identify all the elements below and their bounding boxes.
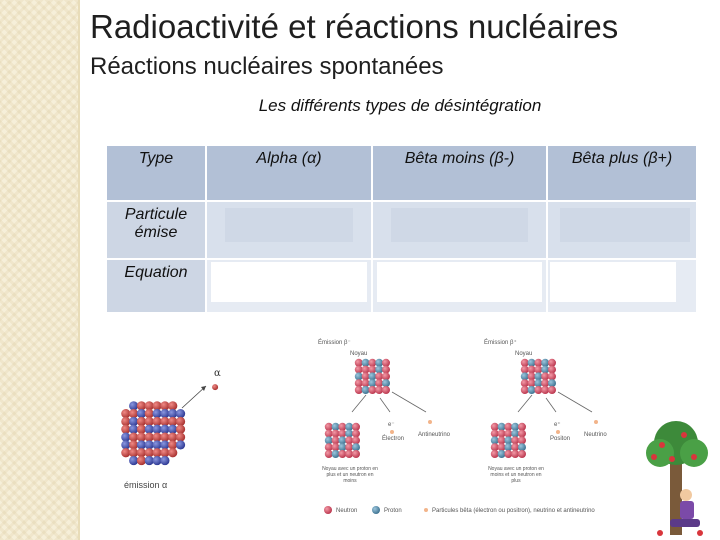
tree-reader-icon (640, 415, 720, 540)
cell-beta-plus-equation[interactable] (548, 260, 698, 314)
nucleus-label-minus: Noyau (350, 351, 368, 357)
alpha-emission-figure (110, 360, 240, 500)
cell-alpha-particle[interactable] (207, 202, 373, 260)
beta-minus-title: Émission β⁻ (318, 340, 351, 346)
legend-neutron-swatch (324, 506, 332, 514)
alpha-symbol: α (214, 368, 221, 379)
row-label-equation: Equation (107, 260, 207, 314)
nucleus-label-plus: Noyau (515, 351, 533, 357)
slide-title: Radioactivité et réactions nucléaires (90, 8, 619, 45)
cell-beta-minus-particle[interactable] (373, 202, 548, 260)
table-header-row (107, 146, 698, 202)
header-alpha: Alpha (α) (207, 146, 373, 202)
beta-plus-title: Émission β⁺ (484, 340, 517, 346)
legend-beta-swatch (424, 508, 428, 512)
legend-proton-swatch (372, 506, 380, 514)
alpha-particle-icon (212, 384, 218, 390)
cell-alpha-equation[interactable] (207, 260, 373, 314)
positron-label: Positon (550, 436, 571, 442)
sidebar-edge (78, 0, 80, 540)
cell-beta-minus-equation[interactable] (373, 260, 548, 314)
nucleus-minus-bottom-icon (325, 423, 360, 458)
slide-subtitle: Réactions nucléaires spontanées (90, 53, 444, 80)
alpha-caption: émission α (124, 480, 168, 490)
header-beta-minus: Bêta moins (β-) (373, 146, 548, 202)
cell-beta-plus-particle[interactable] (548, 202, 698, 260)
nucleus-minus-top-icon (355, 359, 390, 394)
decay-types-table (107, 146, 698, 314)
legend-proton: Proton (384, 508, 402, 514)
legend-beta: Particules bêta (électron ou positron), neutrino et antineutrino (432, 508, 595, 514)
row-label-particle: Particule émise (107, 202, 207, 260)
legend-neutron: Neutron (336, 508, 358, 514)
electron-label: Électron (382, 436, 405, 442)
header-type: Type (107, 146, 207, 202)
positron-symbol: e⁺ (554, 422, 561, 428)
sidebar-decoration (0, 0, 78, 540)
header-beta-plus: Bêta plus (β+) (548, 146, 698, 202)
table-row (107, 260, 698, 314)
beta-emission-figure (300, 330, 630, 520)
electron-symbol: e⁻ (388, 422, 395, 428)
table-caption: Les différents types de désintégration (258, 96, 542, 115)
nucleus-plus-top-icon (521, 359, 556, 394)
heavy-nucleus-icon (121, 401, 185, 465)
neutrino-label: Neutrino (584, 432, 607, 438)
result-minus-label: Noyau avec un proton en plus et un neutron en moins (322, 466, 378, 484)
table-row (107, 202, 698, 260)
result-plus-label: Noyau avec un proton en moins et un neutron en plus (488, 466, 544, 484)
antineutrino-label: Antineutrino (418, 432, 451, 438)
nucleus-plus-bottom-icon (491, 423, 526, 458)
